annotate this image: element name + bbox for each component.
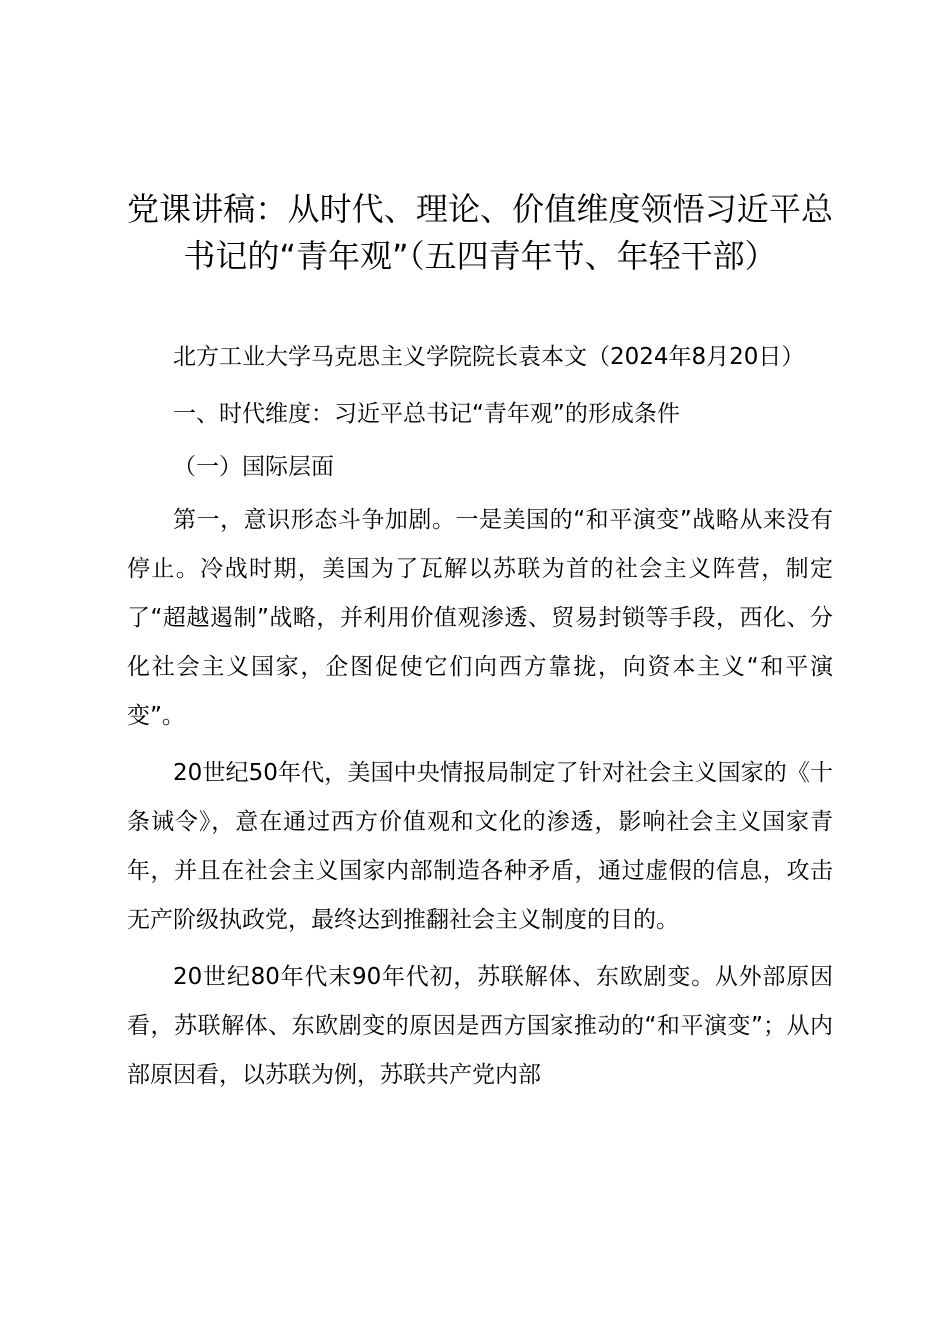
paragraph: 第一，意识形态斗争加剧。一是美国的“和平演变”战略从来没有停止。冷战时期，美国为了瓦解以苏联为首的社会主义阵营，制定了“超越遏制”战略，并利用价值观渗透、贸易封锁等手段，西化、分化社会主义国家，企图促使它们向西方靠拢，向资本主义“和平演变”。 (127, 507, 833, 729)
section-heading: 一、时代维度：习近平总书记“青年观”的形成条件 (173, 401, 680, 427)
author-line: 北方工业大学马克思主义学院院长袁本文（2024年8月20日） (173, 344, 805, 370)
paragraph: 20世纪50年代，美国中央情报局制定了针对社会主义国家的《十条诫令》，意在通过西方价值观和文化的渗透，影响社会主义国家青年，并且在社会主义国家内部制造各种矛盾，通过虚假的信息，攻击无产阶级执政党，最终达到推翻社会主义制度的目的。 (127, 760, 833, 933)
document-body (127, 333, 833, 1100)
paragraph: 20世纪80年代末90年代初，苏联解体、东欧剧变。从外部原因看，苏联解体、东欧剧变的原因是西方国家推动的“和平演变”；从内部原因看，以苏联为例，苏联共产党内部 (127, 964, 833, 1088)
document-title: 党课讲稿：从时代、理论、价值维度领悟习近平总书记的“青年观”（五四青年节、年轻干部） (127, 190, 833, 275)
subsection-heading: （一）国际层面 (173, 454, 334, 480)
